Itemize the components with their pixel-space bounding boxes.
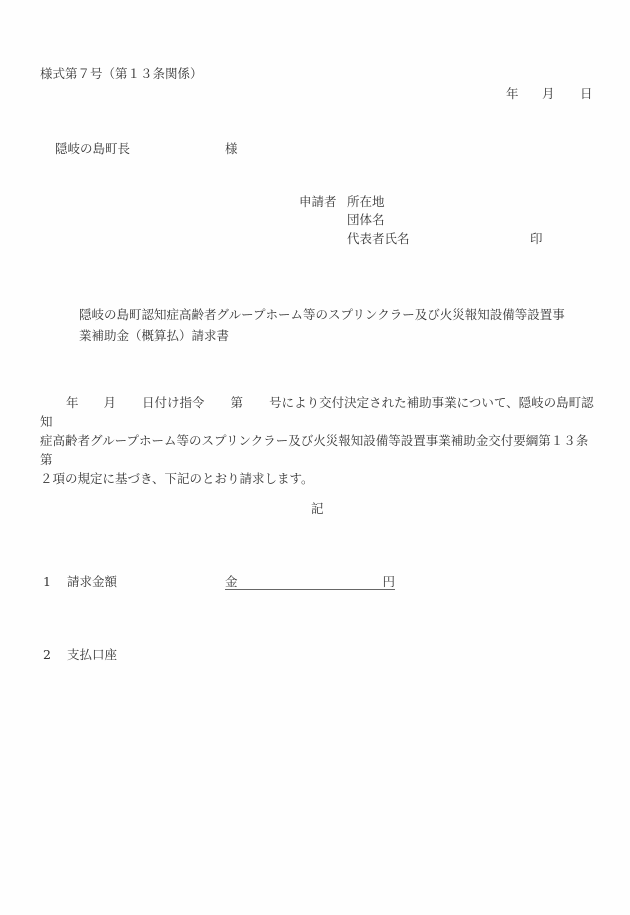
body-day-directive: 日付け指令 [142, 395, 205, 410]
body-line1-rest: 号により交付決定された補助事業について、隠岐の島町認知 [40, 395, 594, 429]
date-month-label: 月 [542, 86, 555, 101]
item-number: 2 [43, 647, 51, 662]
body-month: 月 [103, 395, 117, 410]
document-title-line1: 隠岐の島町認知症高齢者グループホーム等のスプリンクラー及び火災報知設備等設置事 [79, 307, 565, 322]
applicant-representative-label: 代表者氏名 [347, 231, 410, 246]
form-number: 様式第７号（第１３条関係） [40, 66, 203, 81]
body-number-prefix: 第 [230, 395, 244, 410]
body-year: 年 [66, 395, 79, 410]
seal-label: 印 [530, 231, 543, 246]
applicant-organization-label: 団体名 [347, 212, 385, 227]
date-day-label: 日 [580, 86, 593, 101]
item-label: 支払口座 [67, 647, 118, 662]
addressee-name: 隠岐の島町長 [55, 141, 131, 156]
item-number: 1 [43, 574, 51, 589]
ki-heading: 記 [311, 501, 324, 516]
body-line1 [40, 393, 595, 431]
document-title [79, 304, 579, 346]
body-paragraph [40, 393, 595, 488]
amount-field[interactable] [225, 574, 395, 590]
applicant-label: 申請者 [299, 194, 337, 209]
body-line2: 症高齢者グループホーム等のスプリンクラー及び火災報知設備等設置事業補助金交付要綱第１３条第 [40, 433, 589, 467]
item-label: 請求金額 [67, 574, 118, 589]
amount-prefix: 金 [225, 574, 238, 589]
addressee-suffix: 様 [225, 141, 238, 156]
body-line3: ２項の規定に基づき、下記のとおり請求します。 [40, 471, 314, 486]
document-title-line2: 業補助金（概算払）請求書 [79, 328, 230, 343]
applicant-address-label: 所在地 [347, 194, 385, 209]
amount-suffix: 円 [382, 574, 395, 589]
date-year-label: 年 [506, 86, 519, 101]
